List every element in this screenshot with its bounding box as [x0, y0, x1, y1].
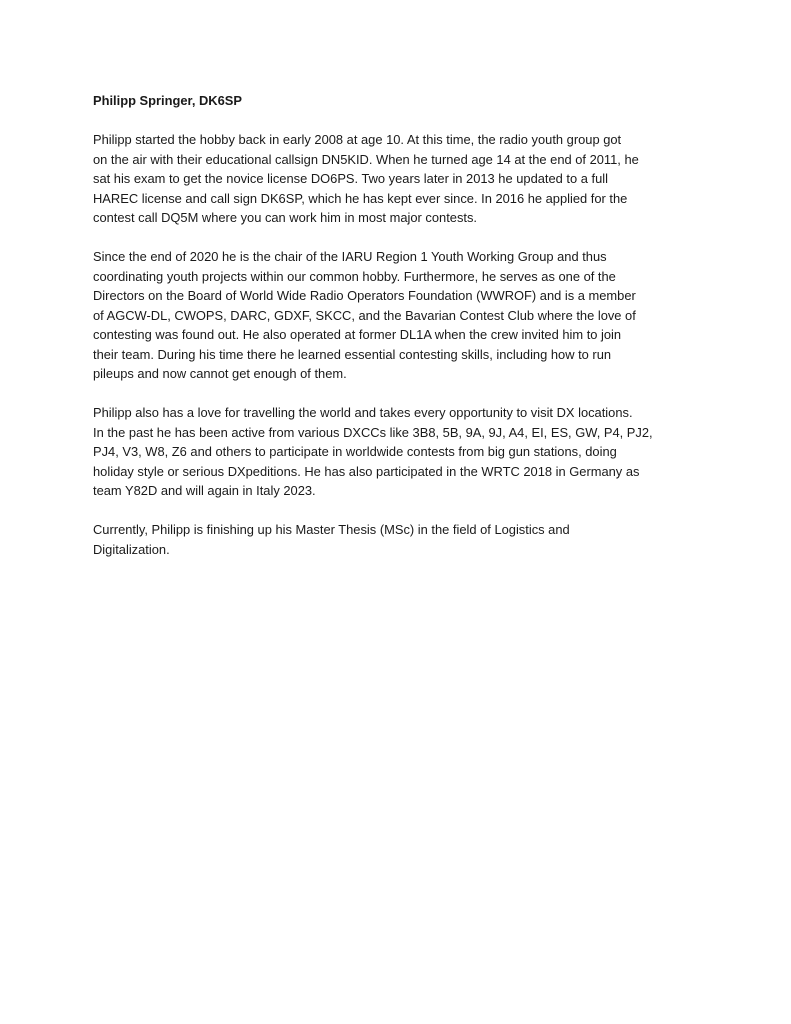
paragraph-4: [93, 520, 729, 559]
paragraph-list: [93, 130, 729, 559]
paragraph-line: Directors on the Board of World Wide Radio Operators Foundation (WWROF) and is a member: [93, 288, 636, 303]
document-body: [93, 91, 729, 579]
paragraph-line: HAREC license and call sign DK6SP, which he has kept ever since. In 2016 he applied for the: [93, 190, 628, 206]
paragraph-line: Philipp also has a love for travelling the world and takes every opportunity to visit DX locations.: [93, 405, 633, 420]
paragraph-3: [93, 403, 729, 501]
paragraph-line: their team. During his time there he learned essential contesting skills, including how to run: [93, 346, 612, 362]
paragraph-line: holiday style or serious DXpeditions. He has also participated in the WRTC 2018 in Germany as: [93, 463, 640, 479]
paragraph-line: PJ4, V3, W8, Z6 and others to participate in worldwide contests from big gun stations, doing: [93, 444, 617, 459]
paragraph-line: contest call DQ5M where you can work him in most major contests.: [93, 210, 477, 225]
paragraph-line: Philipp started the hobby back in early 2008 at age 10. At this time, the radio youth group got: [93, 132, 622, 147]
paragraph-line: Since the end of 2020 he is the chair of the IARU Region 1 Youth Working Group and thus: [93, 249, 607, 264]
paragraph-line: on the air with their educational callsign DN5KID. When he turned age 14 at the end of 2011, he: [93, 151, 639, 167]
paragraph-2: [93, 247, 729, 384]
paragraph-line: coordinating youth projects within our common hobby. Furthermore, he serves as one of the: [93, 268, 616, 284]
paragraph-line: team Y82D and will again in Italy 2023.: [93, 483, 316, 498]
document-title: Philipp Springer, DK6SP: [93, 93, 242, 108]
paragraph-1: [93, 130, 729, 228]
paragraph-line: of AGCW-DL, CWOPS, DARC, GDXF, SKCC, and the Bavarian Contest Club where the love of: [93, 307, 636, 323]
paragraph-line: In the past he has been active from various DXCCs like 3B8, 5B, 9A, 9J, A4, EI, ES, GW, P4, PJ2,: [93, 424, 653, 440]
paragraph-line: sat his exam to get the novice license DO6PS. Two years later in 2013 he updated to a full: [93, 171, 608, 186]
paragraph-line: contesting was found out. He also operated at former DL1A when the crew invited him to join: [93, 327, 622, 342]
paragraph-line: Digitalization.: [93, 541, 170, 557]
paragraph-line: pileups and now cannot get enough of them.: [93, 366, 347, 381]
paragraph-line: Currently, Philipp is finishing up his Master Thesis (MSc) in the field of Logistics and: [93, 522, 570, 537]
